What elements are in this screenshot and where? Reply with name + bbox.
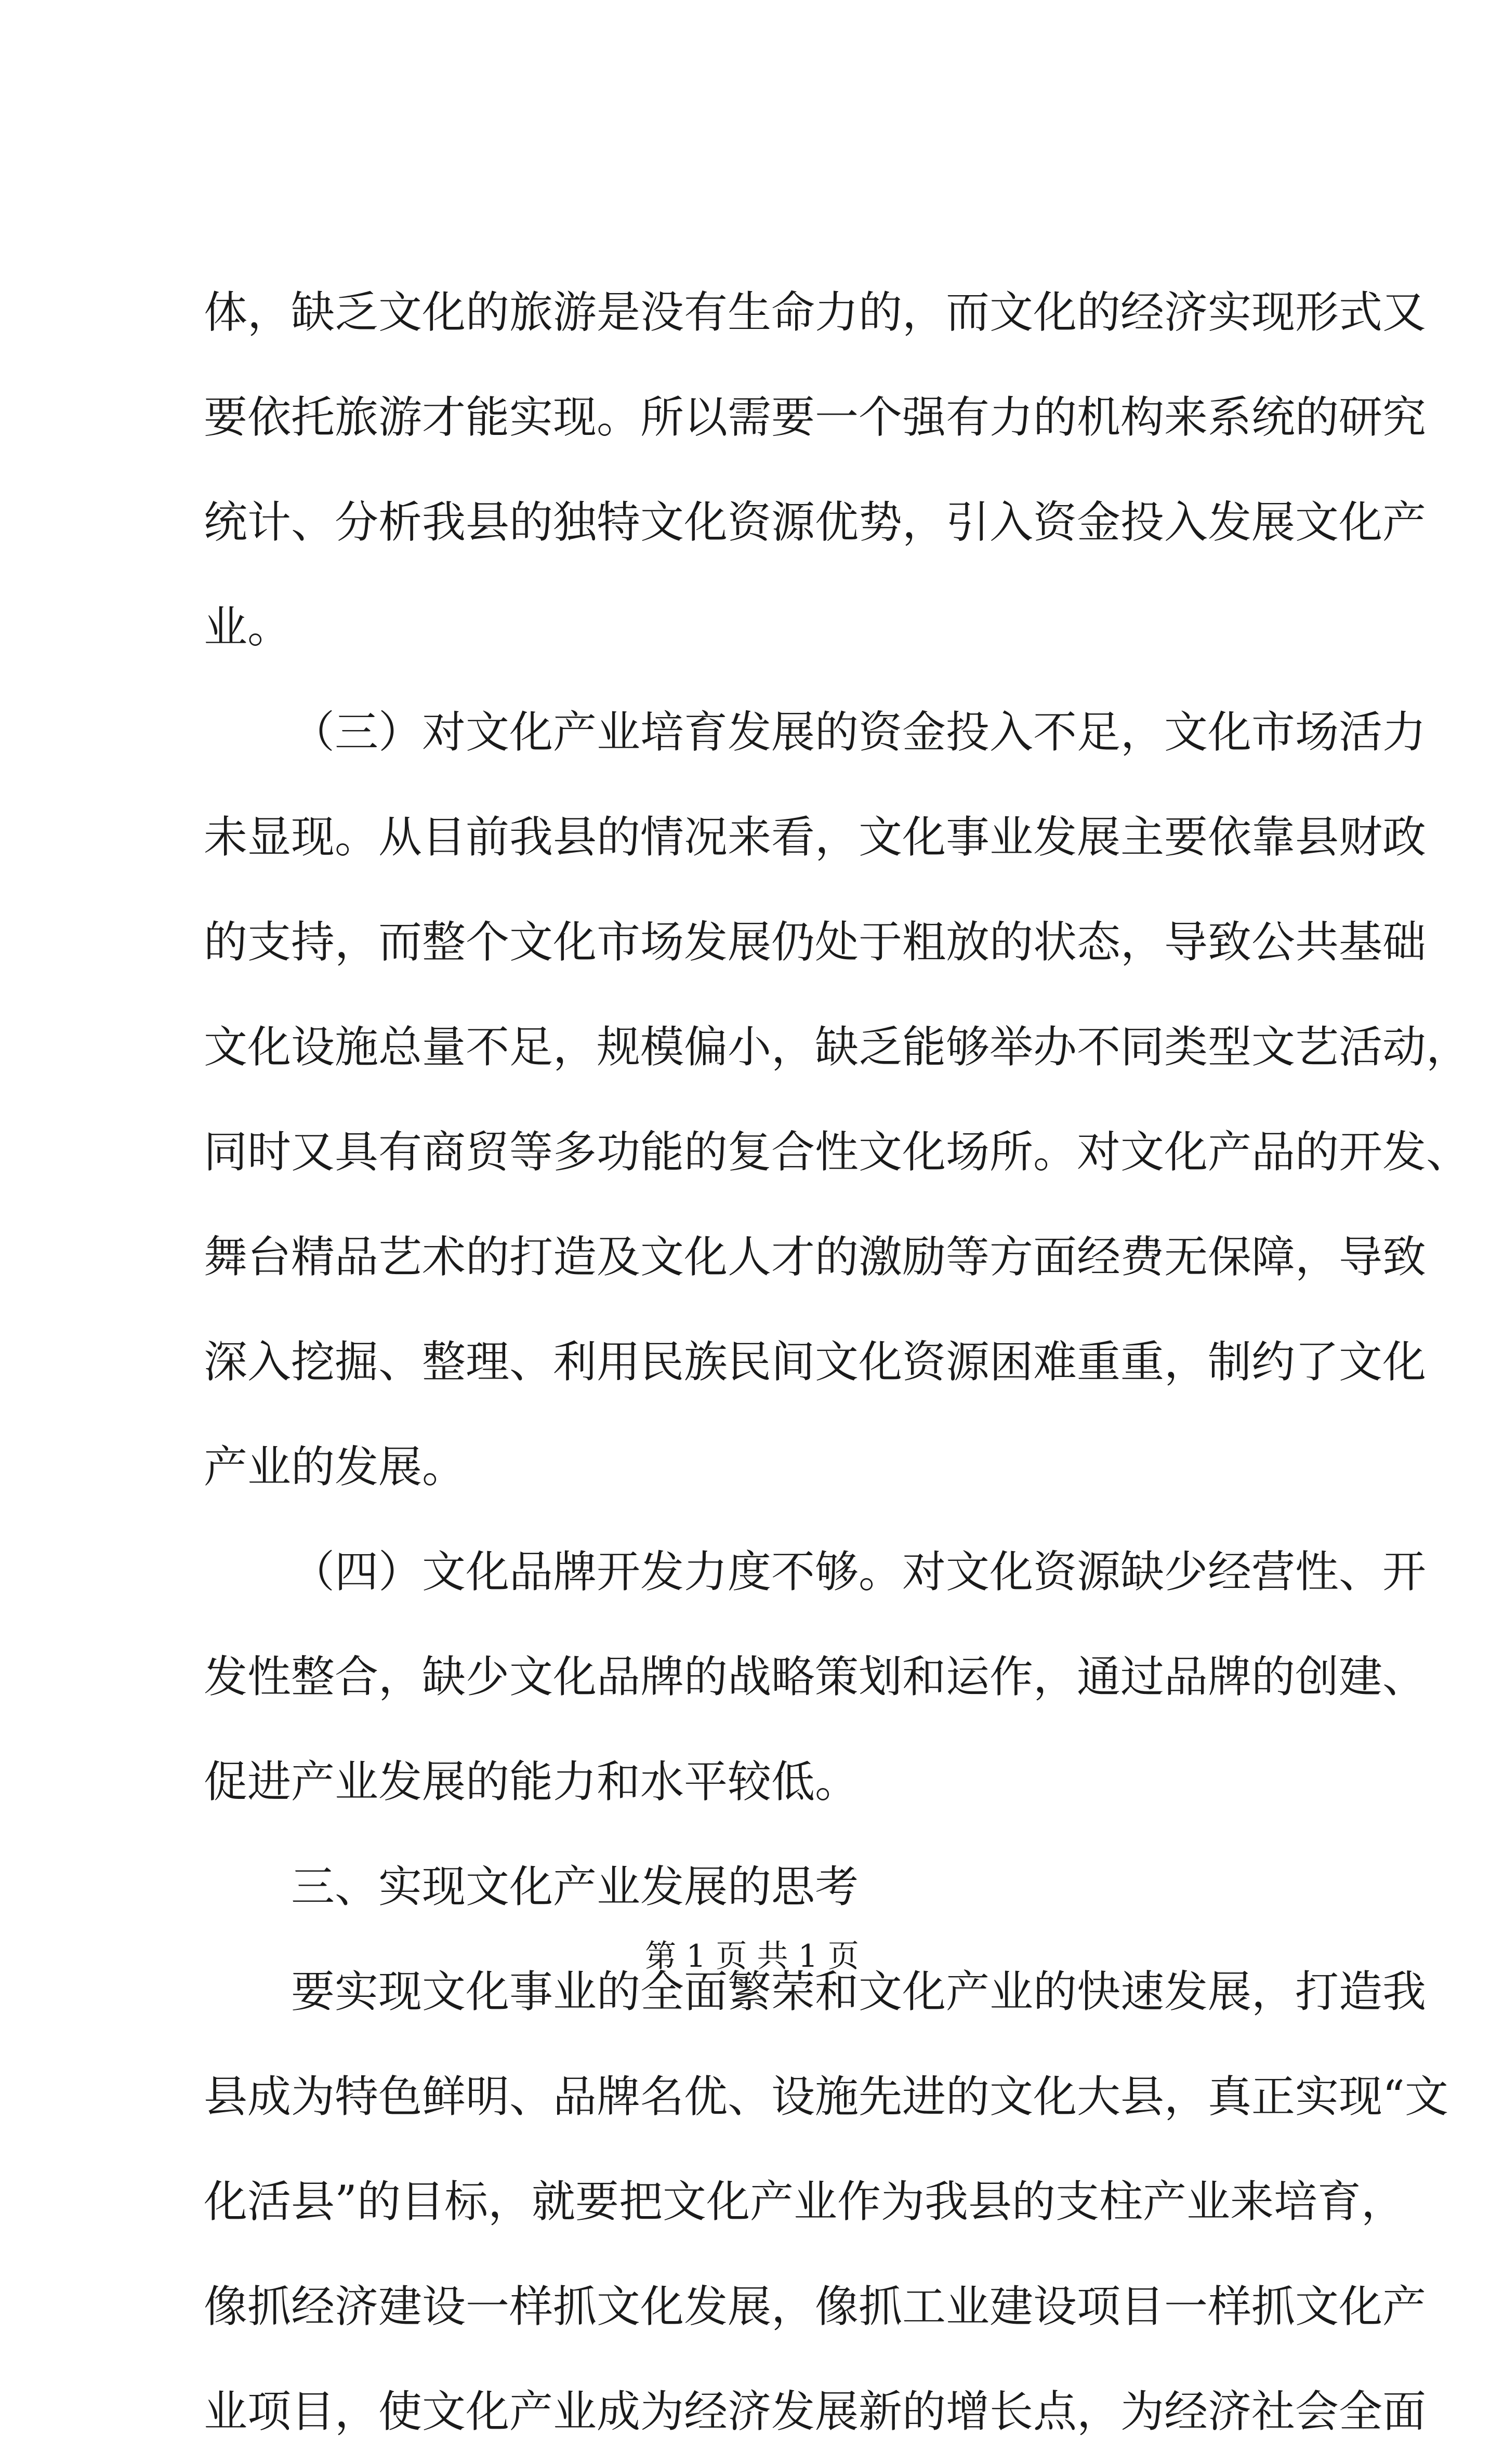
text-line: 体，缺乏文化的旅游是没有生命力的，而文化的经济实现形式又 [204, 287, 1427, 338]
text-line: 县成为特色鲜明、品牌名优、设施先进的文化大县，真正实现“文 [204, 2071, 1448, 2122]
text-line: 文化设施总量不足，规模偏小，缺乏能够举办不同类型文艺活动， [204, 1022, 1470, 1072]
text-line: 同时又具有商贸等多功能的复合性文化场所。对文化产品的开发、 [204, 1127, 1470, 1177]
page-footer: 第 1 页 共 1 页 [645, 1938, 859, 1975]
text-line: 促进产业发展的能力和水平较低。 [204, 1756, 859, 1807]
text-line: 像抓经济建设一样抓文化发展，像抓工业建设项目一样抓文化产 [204, 2281, 1427, 2332]
text-line: 舞台精品艺术的打造及文化人才的激励等方面经费无保障，导致 [204, 1231, 1427, 1282]
body-text [204, 260, 1470, 2464]
text-line: 三、实现文化产业发展的思考 [291, 1861, 859, 1912]
text-line: 要依托旅游才能实现。所以需要一个强有力的机构来系统的研究 [204, 392, 1427, 443]
text-line: 统计、分析我县的独特文化资源优势，引入资金投入发展文化产 [204, 497, 1427, 548]
text-line: 要实现文化事业的全面繁荣和文化产业的快速发展，打造我 [291, 1966, 1427, 2017]
text-line: 未显现。从目前我县的情况来看，文化事业发展主要依靠县财政 [204, 812, 1427, 863]
text-line: 业。 [204, 602, 292, 653]
text-line: （四）文化品牌开发力度不够。对文化资源缺少经营性、开 [291, 1546, 1427, 1597]
text-line: 的支持，而整个文化市场发展仍处于粗放的状态，导致公共基础 [204, 917, 1427, 968]
text-line: 深入挖掘、整理、利用民族民间文化资源困难重重，制约了文化 [204, 1336, 1427, 1387]
text-line: 产业的发展。 [204, 1441, 466, 1492]
text-line: 发性整合，缺少文化品牌的战略策划和运作，通过品牌的创建、 [204, 1651, 1427, 1702]
text-line: 化活县”的目标，就要把文化产业作为我县的支柱产业来培育， [204, 2176, 1405, 2227]
text-line: （三）对文化产业培育发展的资金投入不足，文化市场活力 [291, 707, 1427, 758]
text-line: 业项目，使文化产业成为经济发展新的增长点，为经济社会全面 [204, 2386, 1427, 2437]
